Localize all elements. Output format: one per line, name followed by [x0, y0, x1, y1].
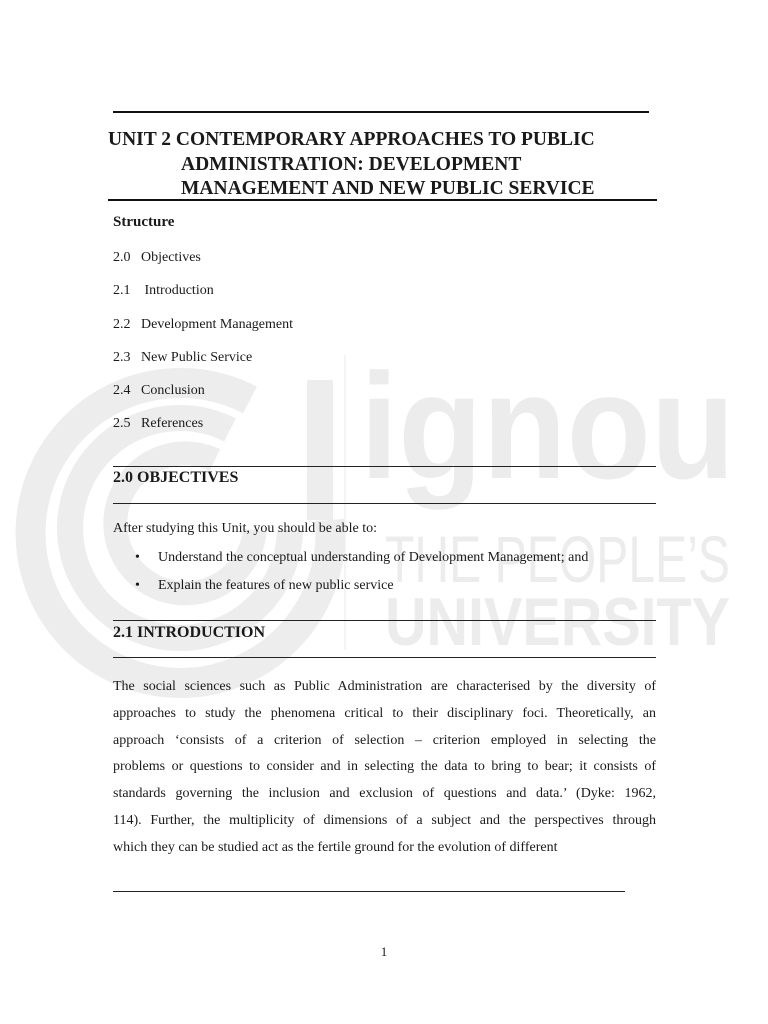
unit-title-line-3: MANAGEMENT AND NEW PUBLIC SERVICE: [181, 178, 595, 199]
structure-item-label: Development Management: [141, 316, 294, 332]
paragraph-line: standards governing the inclusion and exclusion of questions and data.’ (Dyke: 1962,: [113, 786, 656, 802]
introduction-bottom-rule: [113, 657, 656, 658]
structure-item-number: 2.3: [113, 349, 131, 365]
structure-item: [113, 381, 293, 414]
watermark-word: ignou: [360, 342, 735, 510]
objectives-top-rule: [113, 466, 656, 467]
unit-title-line-2: ADMINISTRATION: DEVELOPMENT: [181, 153, 522, 175]
structure-item-label: Introduction: [141, 283, 214, 299]
introduction-paragraph: [113, 674, 656, 862]
objectives-bullet-list: [135, 548, 588, 604]
paragraph-line: problems or questions to consider and in selecting the data to bring to bear; it consists of: [113, 759, 656, 775]
structure-item: [113, 348, 293, 381]
structure-item-label: Conclusion: [141, 383, 205, 399]
structure-item-number: 2.2: [113, 316, 131, 332]
top-rule: [113, 111, 649, 113]
structure-list: [113, 248, 293, 448]
structure-item-number: 2.4: [113, 383, 131, 399]
paragraph-line: 114). Further, the multiplicity of dimensions of a subject and the perspectives through: [113, 812, 656, 828]
structure-item: [113, 281, 293, 314]
unit-title: [108, 128, 595, 202]
watermark-line2: UNIVERSITY: [385, 584, 730, 660]
unit-title-line-1: UNIT 2 CONTEMPORARY APPROACHES TO PUBLIC: [108, 129, 595, 150]
objectives-bullet: • Explain the features of new public service: [135, 576, 588, 604]
structure-item: [113, 248, 293, 281]
paragraph-line: approaches to study the phenomena critical to their disciplinary foci. Theoretically, an: [113, 705, 656, 721]
introduction-top-rule: [113, 620, 656, 621]
objectives-bottom-rule: [113, 503, 656, 504]
watermark-line1: THE PEOPLE’S: [385, 522, 730, 596]
structure-item-label: New Public Service: [141, 349, 253, 365]
structure-item-label: Objectives: [141, 250, 201, 265]
structure-heading: Structure: [113, 214, 175, 230]
paragraph-line: approach ‘consists of a criterion of selection – criterion employed in selecting the: [113, 732, 656, 748]
paragraph-line: which they can be studied act as the fertile ground for the evolution of different: [113, 839, 558, 855]
structure-item-number: 2.0: [113, 250, 131, 265]
objectives-intro: After studying this Unit, you should be able to:: [113, 521, 378, 536]
objectives-bullet: • Understand the conceptual understanding of Development Management; and: [135, 548, 588, 576]
page-number: 1: [380, 944, 388, 959]
introduction-heading: 2.1 INTRODUCTION: [113, 624, 266, 641]
structure-item-label: References: [141, 416, 204, 432]
footnote-rule: [113, 891, 625, 892]
structure-item-number: 2.1: [113, 283, 131, 299]
structure-item: [113, 414, 293, 447]
objectives-heading: 2.0 OBJECTIVES: [113, 469, 239, 486]
structure-item-number: 2.5: [113, 416, 131, 432]
title-bottom-rule: [108, 199, 657, 201]
structure-item: [113, 315, 293, 348]
paragraph-line: The social sciences such as Public Administration are characterised by the diversity of: [113, 679, 656, 694]
